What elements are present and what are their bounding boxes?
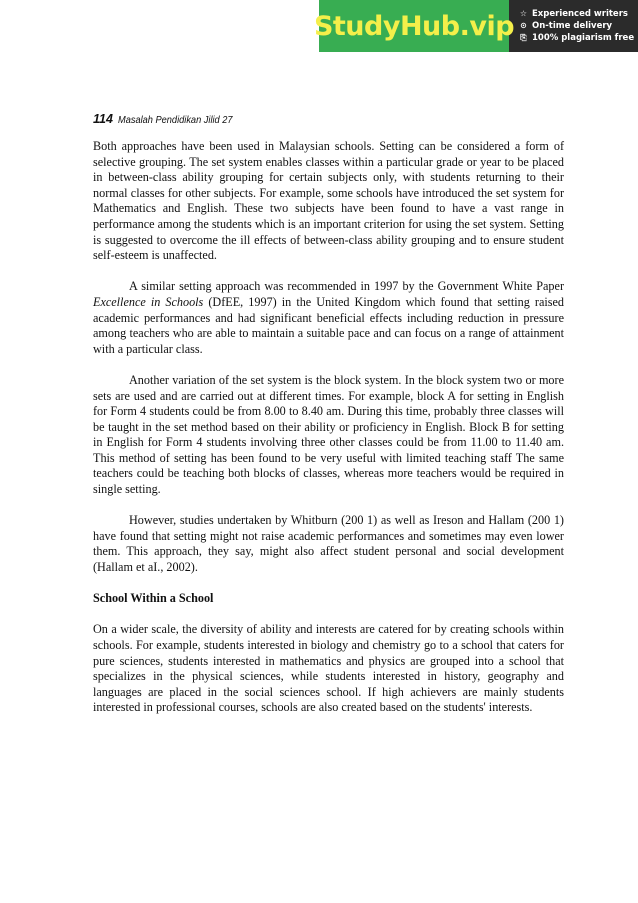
page-content [93,112,564,716]
feature-experienced-writers [519,9,638,19]
document-icon: ⎘ [520,33,527,42]
feature-on-time-delivery [519,21,638,31]
section-heading: School Within a School [93,591,214,606]
feature-label: On-time delivery [532,21,613,31]
banner-features [509,0,638,52]
feature-label: 100% plagiarism free [532,33,635,43]
cited-title: Excellence in Schools [93,294,204,309]
journal-name: Masalah Pendidikan Jilid 27 [117,114,233,126]
paragraph-white-paper [93,279,564,357]
studyhub-logo[interactable] [313,0,515,52]
paragraph-text: (DfEE, 1997) in the United Kingdom which found that setting raised academic performances and had significant beneficial effects including reduction in pressure among teachers who are able to maintain a suitable pace and can focus on a range of attainment with a particular class. [93,294,564,356]
paragraph-text: A similar setting approach was recommended in 1997 by the Government White Paper [129,279,564,294]
studyhub-logo-text: StudyHub.vip [313,10,515,42]
clock-icon: ⊙ [520,21,527,30]
feature-plagiarism-free [519,33,638,43]
star-icon: ☆ [519,9,528,18]
feature-label: Experienced writers [532,9,628,19]
paragraph-school-within-school: On a wider scale, the diversity of ability and interests are catered for by creating schools within schools. For example, students interested in biology and chemistry go to a school that caters for pure sciences, students interested in mathematics and physics are grouped into a school that specializes in the physical sciences, while students interested in history, geography and languages are placed in the social sciences school. If high achievers are mainly students interested in professional courses, schools are also created based on the students' interests. [93,622,564,715]
paragraph-setting-intro: Both approaches have been used in Malaysian schools. Setting can be considered a form of selective grouping. The set system enables classes within a particular grade or year to be placed in between-class ability grouping for certain subjects only, with students returning to their normal classes for other subjects. For example, some schools have introduced the set system for Mathematics and English. These two subjects have been found to have a vast range in performance among the students which is an important criterion for using the set system. Setting is suggested to overcome the ill effects of between-class ability grouping and to ensure student self-esteem is unaffected. [93,139,564,263]
page-number: 114 [93,112,113,126]
running-head [93,112,564,126]
paragraph-block-system: Another variation of the set system is the block system. In the block system two or more sets are used and are carried out at different times. For example, block A for setting in English for Form 4 students could be from 8.00 to 8.40 am. During this time, probably three classes will be taught in the set method based on their ability or proficiency in English. Block B for setting in English for Form 4 students involving three other classes could be from 11.00 to 11.40 am. This method of setting has been found to be very useful with limited teaching staff The same teachers could be teaching both blocks of classes, whereas more teachers would be required in single setting. [93,372,564,497]
studyhub-banner[interactable] [313,0,638,52]
paragraph-studies: However, studies undertaken by Whitburn (200 1) as well as Ireson and Hallam (200 1) have found that setting might not raise academic performances and sometimes may even lower them. This approach, they say, might also affect student personal and social development (Hallam et aI., 2002). [93,513,564,575]
